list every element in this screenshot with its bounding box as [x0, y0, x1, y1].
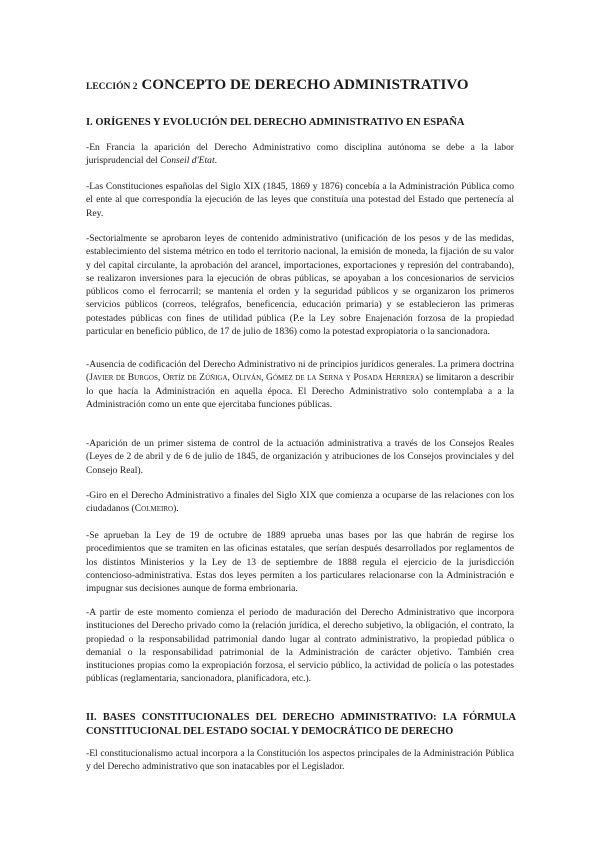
paragraph-4-text-b: ) se limitaron a describir lo que hacía la Administración en aquella época. El Derecho Administrativo solo contemplaba a a la Administración como un ente que ejercitaba funciones públicas.: [86, 372, 514, 410]
paragraph-8: -A partir de este momento comienza el periodo de maduración del Derecho Administrativo que incorpora instituciones del Derecho privado como la (relación jurídica, el derecho subjetivo, la obligación, el contrato, la propiedad o la responsabilidad patrimonial dando lugar al contrato administrativo, la propiedad pública o demanial o la responsabilidad patrimonial de la Administración de carácter objetivo. También crea instituciones propias como la expropiación forzosa, el servicio público, la actividad de policía o las potestades públicas (reglamentaria, sancionadora, planificadora, etc.).: [86, 607, 514, 685]
paragraph-4: [86, 358, 514, 411]
paragraph-1-end: .: [214, 155, 218, 167]
paragraph-6-text-b: ).: [173, 503, 179, 515]
paragraph-9: -El constitucionalismo actual incorpora a la Constitución los aspectos principales de la Administración Pública y del Derecho administrativo que son inatacables por el Legislador.: [86, 748, 514, 773]
section-heading-1: I. ORÍGENES Y EVOLUCIÓN DEL DERECHO ADMINISTRATIVO EN ESPAÑA: [86, 117, 465, 128]
paragraph-6: [86, 489, 514, 516]
paragraph-1-italic: Conseil d'Etat: [160, 155, 215, 167]
paragraph-2: -Las Constituciones españolas del Siglo XIX (1845, 1869 y 1876) concebía a la Administración Pública como el ente al que correspondía la ejecución de las leyes que constituía una potestad del Estado que pertenecía al Rey.: [86, 181, 514, 219]
paragraph-7: -Se aprueban la Ley de 19 de octubre de 1889 aprueba unas bases por las que habrán de regirse los procedimientos que se tramiten en las oficinas estatales, que serían después desarrollados por reglamentos de los distintos Ministerios y la Ley de 13 de septiembre de 1888 regula el ejercicio de la jurisdicción contencioso-administrativa. Estas dos leyes permiten a los particulares relacionarse con la Administración e impugnar sus decisiones aunque de forma embrionaria.: [86, 530, 514, 595]
paragraph-5: -Aparición de un primer sistema de control de la actuación administrativa a través de los Consejos Reales (Leyes de 2 de abril y de 6 de julio de 1845, de organización y atribuciones de los Consejos provinciales y del Consejo Real).: [86, 438, 514, 476]
paragraph-4-text-a: -Ausencia de codificación del Derecho Administrativo ni de principios jurídicos generales. La primera doctrina (: [86, 359, 514, 384]
paragraph-6-text-a: -Giro en el Derecho Administrativo a finales del Siglo XIX que comienza a ocuparse de las relaciones con los ciudadanos (: [86, 490, 514, 515]
paragraph-1-text: -En Francia la aparición del Derecho Administrativo como disciplina autónoma se debe a la labor jurisprudencial del: [86, 142, 514, 167]
lesson-title: CONCEPTO DE DERECHO ADMINISTRATIVO: [141, 77, 469, 93]
paragraph-4-authors: Javier de Burgos, Ortíz de Zúñiga, Oliván, Gómez de la Serna y Posada Herrera: [89, 372, 420, 384]
paragraph-1: [86, 141, 514, 168]
section-heading-2: II. BASES CONSTITUCIONALES DEL DERECHO ADMINISTRATIVO: LA FÓRMULA CONSTITUCIONAL DEL ESTADO SOCIAL Y DEMOCRÁTICO DE DERECHO: [86, 712, 516, 737]
lesson-label: LECCIÓN 2: [86, 82, 138, 92]
lesson-header: [86, 76, 469, 94]
paragraph-6-author: Colmeiro: [134, 503, 174, 515]
paragraph-3: -Sectorialmente se aprobaron leyes de contenido administrativo (unificación de los pesos y de las medidas, establecimiento del sistema métrico en todo el territorio nacional, la emisión de moneda, la fijación de su valor y del capital circulante, la aprobación del arancel, importaciones, exportaciones y represión del contrabando), se realizaron inversiones para la ejecución de obras públicas, se apoyaban a los concesionarios de servicios públicos como el ferrocarril; se mantenía el orden y la seguridad públicos y se organizaron los primeros servicios públicos (correos, telégrafos, beneficencia, educación primaria) y se establecieron las primeras potestades públicas con fines de utilidad pública (P.e la Ley sobre Enajenación forzosa de la propiedad particular en beneficio público, de 17 de julio de 1836) como la potestad expropiatoria o la sancionadora.: [86, 233, 514, 338]
